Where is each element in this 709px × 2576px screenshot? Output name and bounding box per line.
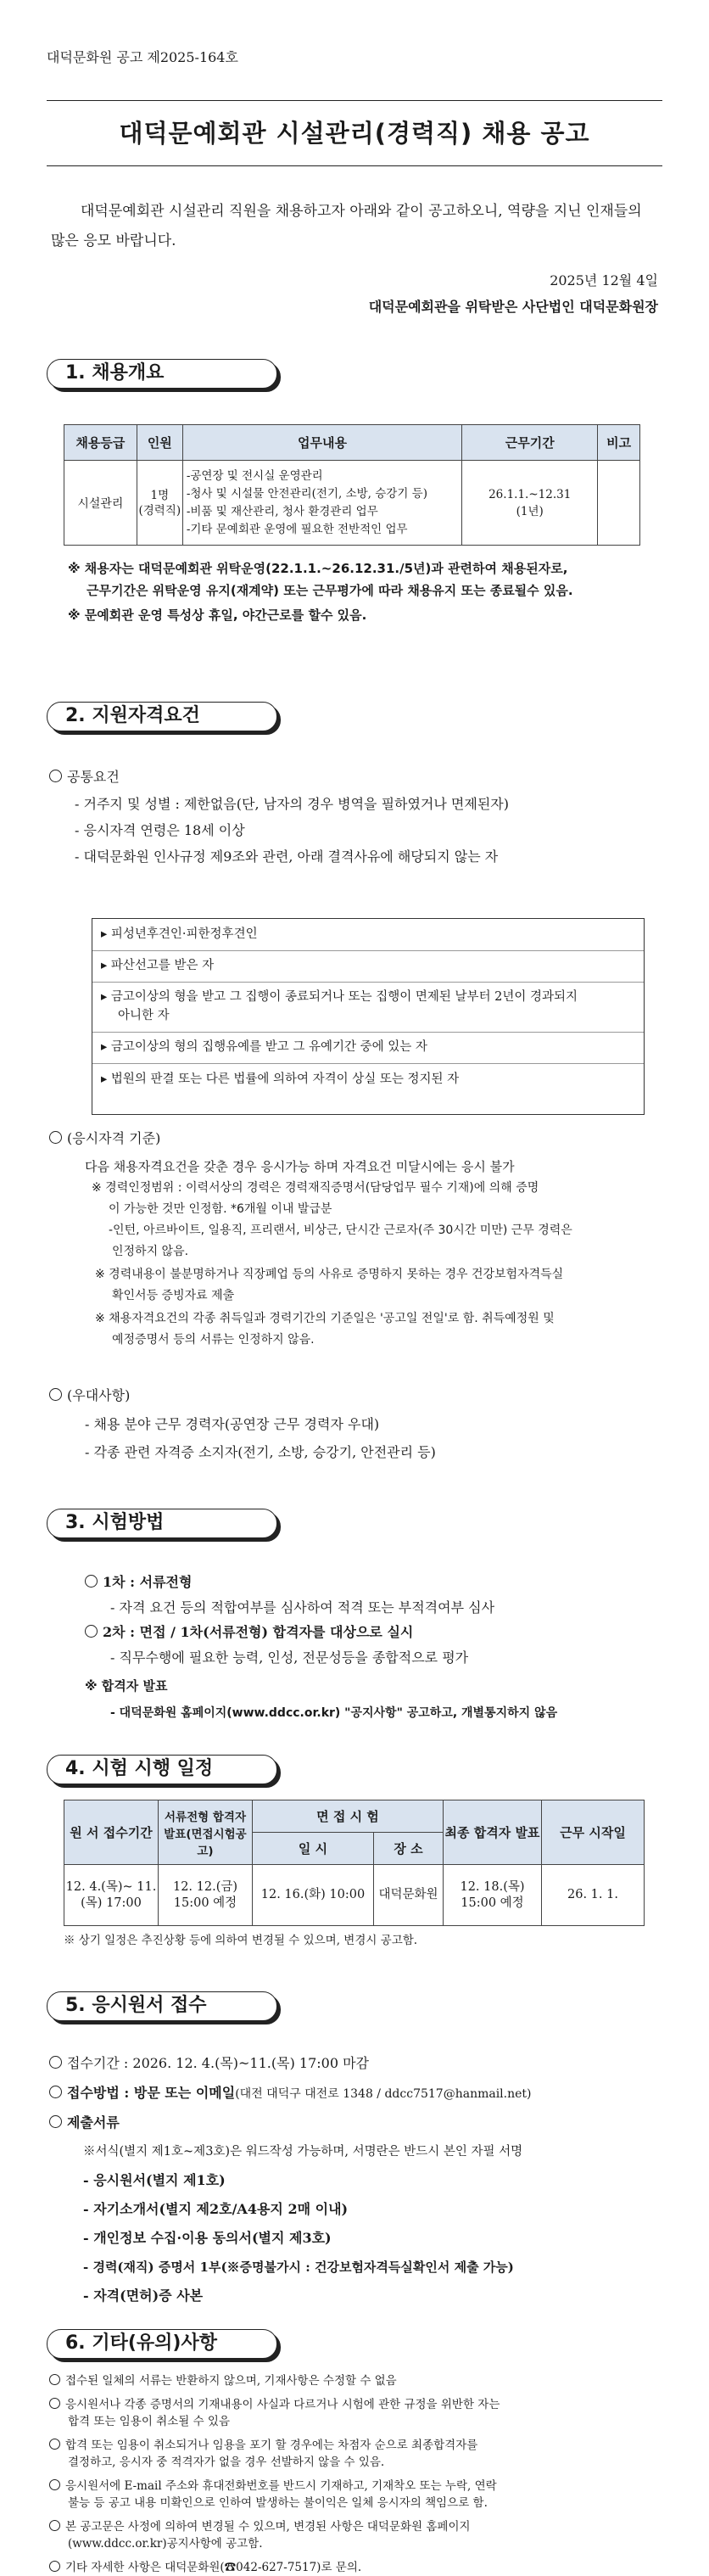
section-5-heading: 5. 응시원서 접수 bbox=[47, 1991, 301, 2022]
s1-note-2: 근무기간은 위탁운영 유지(재계약) 또는 근무평가에 따라 채용유지 또는 종료될수 있음. bbox=[87, 583, 573, 598]
circle-bullet-icon bbox=[85, 1575, 98, 1588]
preference-heading: (우대사항) bbox=[49, 1386, 130, 1406]
qual-line: 인정하지 않음. bbox=[112, 1245, 189, 1258]
th-start: 근무 시작일 bbox=[542, 1800, 645, 1865]
common-req-2: - 응시자격 연령은 18세 이상 bbox=[75, 822, 245, 838]
cell-interview-date: 12. 16.(화) 10:00 bbox=[253, 1865, 374, 1926]
qualification-heading: (응시자격 기준) bbox=[49, 1128, 160, 1149]
pref-line: - 각종 관련 자격증 소지자(전기, 소방, 승강기, 안전관리 등) bbox=[85, 1444, 436, 1460]
s1-note-1: ※ 채용자는 대덕문예회관 위탁운영(22.1.1.~26.12.31./5년)과 관련하여 채용된자로, bbox=[68, 561, 568, 576]
notice-item-cont: 합격 또는 임용이 취소될 수 있음 bbox=[68, 2415, 230, 2428]
circle-bullet-icon bbox=[49, 2561, 60, 2572]
qual-line: 다음 채용자격요건을 갖춘 경우 응시가능 하며 자격요건 미달시에는 응시 불가 bbox=[85, 1159, 515, 1174]
th-final: 최종 합격자 발표 bbox=[444, 1800, 542, 1865]
cell-doc-result: 12. 12.(금) 15:00 예정 bbox=[159, 1865, 253, 1926]
notice-item: 응시원서에 E-mail 주소와 휴대전화번호를 반드시 기재하고, 기재착오 또는 누락, 연락 bbox=[49, 2478, 497, 2495]
qual-line: 이 가능한 것만 인정함. *6개월 이내 발급분 bbox=[109, 1202, 332, 1216]
th-interview: 면 접 시 험 bbox=[253, 1800, 444, 1833]
issuing-org: 대덕문예회관을 위탁받은 사단법인 대덕문화원장 bbox=[368, 299, 658, 315]
doc-item: - 경력(재직) 증명서 1부(※증명불가시 : 건강보험자격득실확인서 제출 가능) bbox=[83, 2260, 514, 2275]
circle-bullet-icon bbox=[49, 2479, 60, 2490]
intro-text: 대덕문예회관 시설관리 직원을 채용하고자 아래와 같이 공고하오니, 역량을 지닌 인재들의 많은 응모 바랍니다. bbox=[51, 203, 642, 249]
qual-line: 예정증명서 등의 서류는 인정하지 않음. bbox=[112, 1333, 315, 1347]
th-duty: 업무내용 bbox=[182, 425, 461, 461]
circle-bullet-icon bbox=[49, 2115, 62, 2128]
circle-bullet-icon bbox=[49, 2056, 62, 2069]
notice-item: 접수된 일체의 서류는 반환하지 않으며, 기재사항은 수정할 수 없음 bbox=[49, 2372, 397, 2389]
page-title: 대덕문예회관 시설관리(경력직) 채용 공고 bbox=[119, 119, 590, 148]
receipt-method: 접수방법 : 방문 또는 이메일(대전 대덕구 대전로 1348 / ddcc7517@hanmail.net) bbox=[49, 2083, 532, 2104]
th-interview-date: 일 시 bbox=[253, 1833, 374, 1865]
circle-bullet-icon bbox=[85, 1625, 98, 1638]
qual-line: ※ 경력인정범위 : 이력서상의 경력은 경력재직증명서(담당업무 필수 기재)에 의해 증명 bbox=[92, 1181, 539, 1195]
step1-desc: - 자격 요건 등의 적합여부를 심사하여 적격 또는 부적격여부 심사 bbox=[110, 1599, 495, 1616]
section-2-heading: 2. 지원자격요건 bbox=[47, 702, 301, 732]
disq-item: ▸ 법원의 판결 또는 다른 법률에 의하여 자격이 상실 또는 정지된 자 bbox=[101, 1072, 460, 1086]
cell-period: 26.1.1.~12.31 (1년) bbox=[462, 461, 598, 546]
pref-line: - 채용 분야 근무 경력자(공연장 근무 경력자 우대) bbox=[85, 1416, 380, 1432]
cell-interview-place: 대덕문화원 bbox=[374, 1865, 444, 1926]
recruit-overview-table bbox=[64, 424, 640, 546]
doc-item: - 자기소개서(별지 제2호/A4용지 2매 이내) bbox=[83, 2201, 349, 2217]
circle-bullet-icon bbox=[49, 2086, 62, 2098]
schedule-note: ※ 상기 일정은 추진상황 등에 의하여 변경될 수 있으며, 변경시 공고함. bbox=[64, 1934, 418, 1947]
docs-heading: 제출서류 bbox=[49, 2113, 120, 2133]
receipt-period: 접수기간 : 2026. 12. 4.(목)~11.(목) 17:00 마감 bbox=[49, 2053, 369, 2074]
section-6-heading: 6. 기타(유의)사항 bbox=[47, 2329, 301, 2360]
circle-bullet-icon bbox=[49, 770, 62, 782]
schedule-table bbox=[64, 1800, 645, 1926]
cell-duties: -공연장 및 전시실 운영관리 -청사 및 시설물 안전관리(전기, 소방, 승강기 등) -비품 및 재산관리, 청사 환경관리 업무 -기타 문예회관 운영에 필요한 전반적인 업무 bbox=[182, 461, 461, 546]
step2-heading: 2차 : 면접 / 1차(서류전형) 합격자를 대상으로 실시 bbox=[85, 1622, 413, 1643]
notice-item-cont: (www.ddcc.or.kr)공지사항에 공고함. bbox=[68, 2537, 263, 2551]
disq-item: ▸ 파산선고를 받은 자 bbox=[101, 959, 215, 972]
doc-item: - 응시원서(별지 제1호) bbox=[83, 2172, 226, 2188]
disq-item: ▸ 금고이상의 형을 받고 그 집행이 종료되거나 또는 집행이 면제된 날부터 2년이 경과되지 bbox=[101, 990, 578, 1004]
th-count: 인원 bbox=[137, 425, 182, 461]
circle-bullet-icon bbox=[49, 1388, 62, 1401]
th-grade: 채용등급 bbox=[64, 425, 137, 461]
notice-item: 응시원서나 각종 증명서의 기재내용이 사실과 다르거나 시험에 관한 규정을 위반한 자는 bbox=[49, 2396, 500, 2413]
notice-item-cont: 결정하고, 응시자 중 적격자가 없을 경우 선발하지 않을 수 있음. bbox=[68, 2456, 385, 2469]
pass-heading: ※ 합격자 발표 bbox=[85, 1678, 168, 1694]
notice-item: 기타 자세한 사항은 대덕문화원(☎042-627-7517)로 문의. bbox=[49, 2559, 361, 2576]
doc-number: 대덕문화원 공고 제2025-164호 bbox=[47, 49, 238, 65]
cell-final: 12. 18.(목) 15:00 예정 bbox=[444, 1865, 542, 1926]
disq-item-cont: 아니한 자 bbox=[118, 1009, 170, 1022]
disq-item: ▸ 금고이상의 형의 집행유예를 받고 그 유예기간 중에 있는 자 bbox=[101, 1040, 427, 1054]
disq-item: ▸ 피성년후견인·피한정후견인 bbox=[101, 927, 258, 941]
circle-bullet-icon bbox=[49, 1131, 62, 1144]
th-remark: 비고 bbox=[598, 425, 640, 461]
cell-grade: 시설관리 bbox=[64, 461, 137, 546]
notice-item: 합격 또는 임용이 취소되거나 임용을 포기 할 경우에는 차점자 순으로 최종합격자를 bbox=[49, 2437, 477, 2454]
th-period: 근무기간 bbox=[462, 425, 598, 461]
s1-note-3: ※ 문예회관 운영 특성상 휴일, 야간근로를 할수 있음. bbox=[68, 608, 367, 623]
disqualification-box bbox=[92, 918, 645, 1115]
doc-item: - 개인정보 수집·이용 동의서(별지 제3호) bbox=[83, 2230, 332, 2246]
title-box bbox=[47, 100, 662, 166]
common-requirements-heading: 공통요건 bbox=[49, 767, 120, 787]
circle-bullet-icon bbox=[49, 2374, 60, 2385]
step1-heading: 1차 : 서류전형 bbox=[85, 1572, 192, 1593]
docs-note: ※서식(별지 제1호~제3호)은 워드작성 가능하며, 서명란은 반드시 본인 자필 서명 bbox=[83, 2145, 523, 2159]
circle-bullet-icon bbox=[49, 2439, 60, 2450]
notice-item-cont: 불능 등 공고 내용 미확인으로 인하여 발생하는 불이익은 일체 응시자의 책임으로 함. bbox=[68, 2496, 488, 2510]
circle-bullet-icon bbox=[49, 2520, 60, 2531]
th-receipt: 원 서 접수기간 bbox=[64, 1800, 159, 1865]
step2-desc: - 직무수행에 필요한 능력, 인성, 전문성등을 종합적으로 평가 bbox=[110, 1649, 469, 1666]
qual-line: ※ 경력내용이 불분명하거나 직장폐업 등의 사유로 증명하지 못하는 경우 건강보험자격득실 bbox=[95, 1268, 564, 1281]
common-req-3: - 대덕문화원 인사규정 제9조와 관련, 아래 결격사유에 해당되지 않는 자 bbox=[75, 848, 499, 865]
th-doc-result: 서류전형 합격자 발표(면접시험공고) bbox=[159, 1800, 253, 1865]
th-interview-place: 장 소 bbox=[374, 1833, 444, 1865]
cell-receipt: 12. 4.(목)~ 11.(목) 17:00 bbox=[64, 1865, 159, 1926]
section-1-heading: 1. 채용개요 bbox=[47, 359, 301, 389]
qual-line: 확인서등 증빙자료 제출 bbox=[112, 1289, 235, 1302]
pass-desc: - 대덕문화원 홈페이지(www.ddcc.or.kr) "공지사항" 공고하고, 개별통지하지 않음 bbox=[110, 1706, 558, 1720]
cell-start: 26. 1. 1. bbox=[542, 1865, 645, 1926]
qual-line: -인턴, 아르바이트, 일용직, 프리랜서, 비상근, 단시간 근로자(주 30시간 미만) 근무 경력은 bbox=[109, 1224, 572, 1237]
section-4-heading: 4. 시험 시행 일정 bbox=[47, 1755, 301, 1785]
notice-date: 2025년 12월 4일 bbox=[550, 272, 658, 288]
circle-bullet-icon bbox=[49, 2398, 60, 2409]
notice-item: 본 공고문은 사정에 의하여 변경될 수 있으며, 변경된 사항은 대덕문화원 홈페이지 bbox=[49, 2518, 471, 2535]
common-req-1: - 거주지 및 성별 : 제한없음(단, 남자의 경우 병역을 필하였거나 면제된자) bbox=[75, 796, 509, 812]
cell-remark bbox=[598, 461, 640, 546]
doc-item: - 자격(면허)증 사본 bbox=[83, 2288, 204, 2304]
qual-line: ※ 채용자격요건의 각종 취득일과 경력기간의 기준일은 '공고일 전일'로 함. 취득예정원 및 bbox=[95, 1312, 555, 1325]
cell-count: 1명 (경력직) bbox=[137, 461, 182, 546]
section-3-heading: 3. 시험방법 bbox=[47, 1509, 301, 1539]
